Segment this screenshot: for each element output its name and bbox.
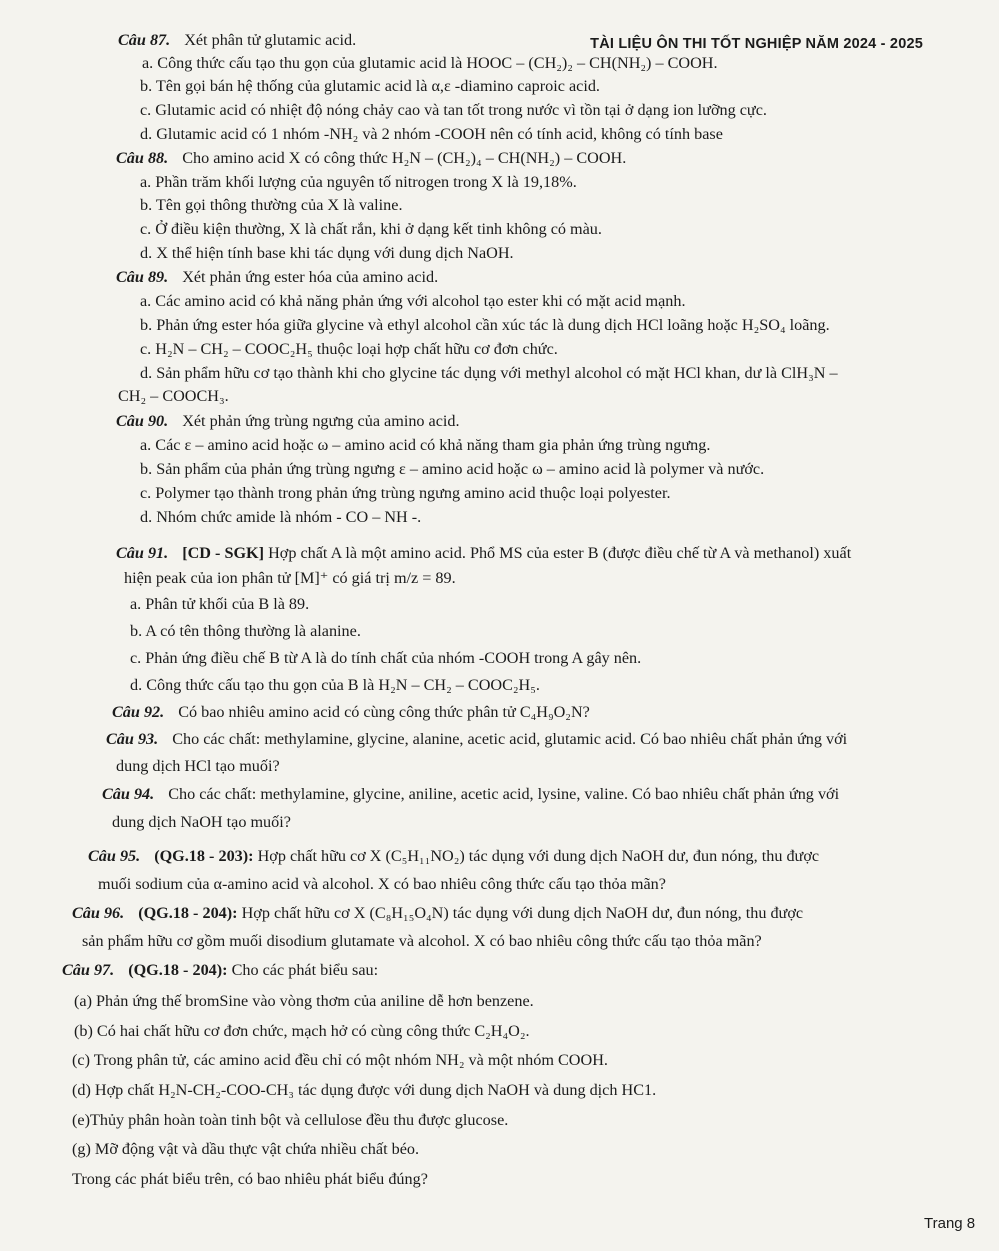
question-stem: Hợp chất hữu cơ X (C₈H₁₅O₄N) tác dụng với dung dịch NaOH dư, đun nóng, thu được [241,904,804,922]
statement-item: d. Công thức cấu tạo thu gọn của B là H₂N – CH₂ – COOC₂H₅. [130,676,540,694]
question-94 [102,784,839,804]
statement-item: b. Sản phẩm của phản ứng trùng ngưng ε – amino acid hoặc ω – amino acid là polymer và nước. [140,460,765,478]
question-92 [112,702,590,722]
question-89 [116,267,438,287]
question-stem-continued: hiện peak của ion phân tử [M]⁺ có giá trị m/z = 89. [124,569,456,587]
question-87 [118,30,356,50]
question-source: [CD - SGK] [182,544,265,562]
question-stem: Hợp chất hữu cơ X (C₅H₁₁NO₂) tác dụng với dung dịch NaOH dư, đun nóng, thu được [257,847,820,865]
statement-item-continued: CH₂ – COOCH₃. [118,387,229,405]
question-stem-continued: dung dịch NaOH tạo muối? [112,813,291,831]
question-stem: Cho các chất: methylamine, glycine, aniline, acetic acid, lysine, valine. Có bao nhiêu chất phản ứng với [168,785,840,803]
statement-item: c. Polymer tạo thành trong phản ứng trùng ngưng amino acid thuộc loại polyester. [140,484,671,502]
question-95 [88,846,819,866]
question-number: Câu 97. [62,961,115,979]
question-stem-continued: sản phẩm hữu cơ gồm muối disodium glutamate và alcohol. X có bao nhiêu công thức cấu tạo thỏa mãn? [82,932,762,950]
question-source: (QG.18 - 203): [154,847,254,865]
question-stem: Có bao nhiêu amino acid có cùng công thức phân tử C₄H₉O₂N? [178,703,590,721]
statement-item: (e)Thủy phân hoàn toàn tinh bột và cellulose đều thu được glucose. [72,1111,509,1129]
question-stem-continued: dung dịch HCl tạo muối? [116,757,280,775]
question-97 [62,960,378,980]
statement-item: d. Sản phẩm hữu cơ tạo thành khi cho glycine tác dụng với methyl alcohol có mặt HCl khan, dư là ClH₃N – [140,364,838,382]
statement-item: a. Các ε – amino acid hoặc ω – amino acid có khả năng tham gia phản ứng trùng ngưng. [140,436,711,454]
question-number: Câu 95. [88,847,141,865]
statement-item: a. Công thức cấu tạo thu gọn của glutamic acid là HOOC – (CH₂)₂ – CH(NH₂) – COOH. [142,54,718,72]
question-stem: Cho các chất: methylamine, glycine, alanine, acetic acid, glutamic acid. Có bao nhiêu chất phản ứng với [172,730,848,748]
statement-item: (d) Hợp chất H₂N-CH₂-COO-CH₃ tác dụng được với dung dịch NaOH và dung dịch HC1. [72,1081,657,1099]
question-number: Câu 88. [116,149,169,167]
question-stem-continued: muối sodium của α-amino acid và alcohol. X có bao nhiêu công thức cấu tạo thỏa mãn? [98,875,666,893]
question-stem: Cho amino acid X có công thức H₂N – (CH₂)₄ – CH(NH₂) – COOH. [182,149,627,167]
question-96 [72,903,803,923]
question-number: Câu 94. [102,785,155,803]
statement-item: d. Nhóm chức amide là nhóm - CO – NH -. [140,508,422,526]
statement-item: c. Glutamic acid có nhiệt độ nóng chảy cao và tan tốt trong nước vì tồn tại ở dạng ion lưỡng cực. [140,101,767,119]
statement-item: (b) Có hai chất hữu cơ đơn chức, mạch hở có cùng công thức C₂H₄O₂. [74,1022,530,1040]
statement-item: (c) Trong phân tử, các amino acid đều chỉ có một nhóm NH₂ và một nhóm COOH. [72,1051,608,1069]
statement-item: a. Phần trăm khối lượng của nguyên tố nitrogen trong X là 19,18%. [140,173,577,191]
question-number: Câu 91. [116,544,169,562]
statement-item: d. Glutamic acid có 1 nhóm -NH₂ và 2 nhóm -COOH nên có tính acid, không có tính base [140,125,723,143]
question-91 [116,543,851,563]
statement-item: c. Phản ứng điều chế B từ A là do tính chất của nhóm -COOH trong A gây nên. [130,649,642,667]
statement-item: d. X thể hiện tính base khi tác dụng với dung dịch NaOH. [140,244,514,262]
question-88 [116,148,626,168]
page-number: Trang 8 [924,1215,976,1232]
statement-item: a. Phân tử khối của B là 89. [130,595,310,613]
question-number: Câu 89. [116,268,169,286]
question-93 [106,729,847,749]
statement-item: a. Các amino acid có khả năng phản ứng với alcohol tạo ester khi có mặt acid mạnh. [140,292,686,310]
question-90 [116,411,460,431]
question-stem: Cho các phát biểu sau: [231,961,379,979]
question-stem: Hợp chất A là một amino acid. Phổ MS của ester B (được điều chế từ A và methanol) xuất [268,544,852,562]
question-stem: Xét phản ứng ester hóa của amino acid. [182,268,439,286]
question-number: Câu 87. [118,31,171,49]
question-number: Câu 92. [112,703,165,721]
statement-item: (g) Mỡ động vật và dầu thực vật chứa nhiều chất béo. [72,1140,420,1158]
statement-item: c. H₂N – CH₂ – COOC₂H₅ thuộc loại hợp chất hữu cơ đơn chức. [140,340,558,358]
statement-item: b. Tên gọi thông thường của X là valine. [140,196,403,214]
question-number: Câu 93. [106,730,159,748]
statement-item: b. Tên gọi bán hệ thống của glutamic acid là α,ε -diamino caproic acid. [140,77,600,95]
question-closing: Trong các phát biểu trên, có bao nhiêu phát biểu đúng? [72,1170,428,1188]
page-header: TÀI LIỆU ÔN THI TỐT NGHIỆP NĂM 2024 - 2025 [590,36,923,52]
question-source: (QG.18 - 204): [128,961,228,979]
question-number: Câu 90. [116,412,169,430]
question-number: Câu 96. [72,904,125,922]
statement-item: b. Phản ứng ester hóa giữa glycine và ethyl alcohol cần xúc tác là dung dịch HCl loãng hoặc H₂SO₄ loãng. [140,316,830,334]
question-stem: Xét phân tử glutamic acid. [184,31,357,49]
statement-item: c. Ở điều kiện thường, X là chất rắn, khi ở dạng kết tinh không có màu. [140,220,602,238]
question-stem: Xét phản ứng trùng ngưng của amino acid. [182,412,460,430]
question-source: (QG.18 - 204): [138,904,238,922]
statement-item: (a) Phản ứng thế bromSine vào vòng thơm của aniline dễ hơn benzene. [74,992,534,1010]
statement-item: b. A có tên thông thường là alanine. [130,622,361,640]
